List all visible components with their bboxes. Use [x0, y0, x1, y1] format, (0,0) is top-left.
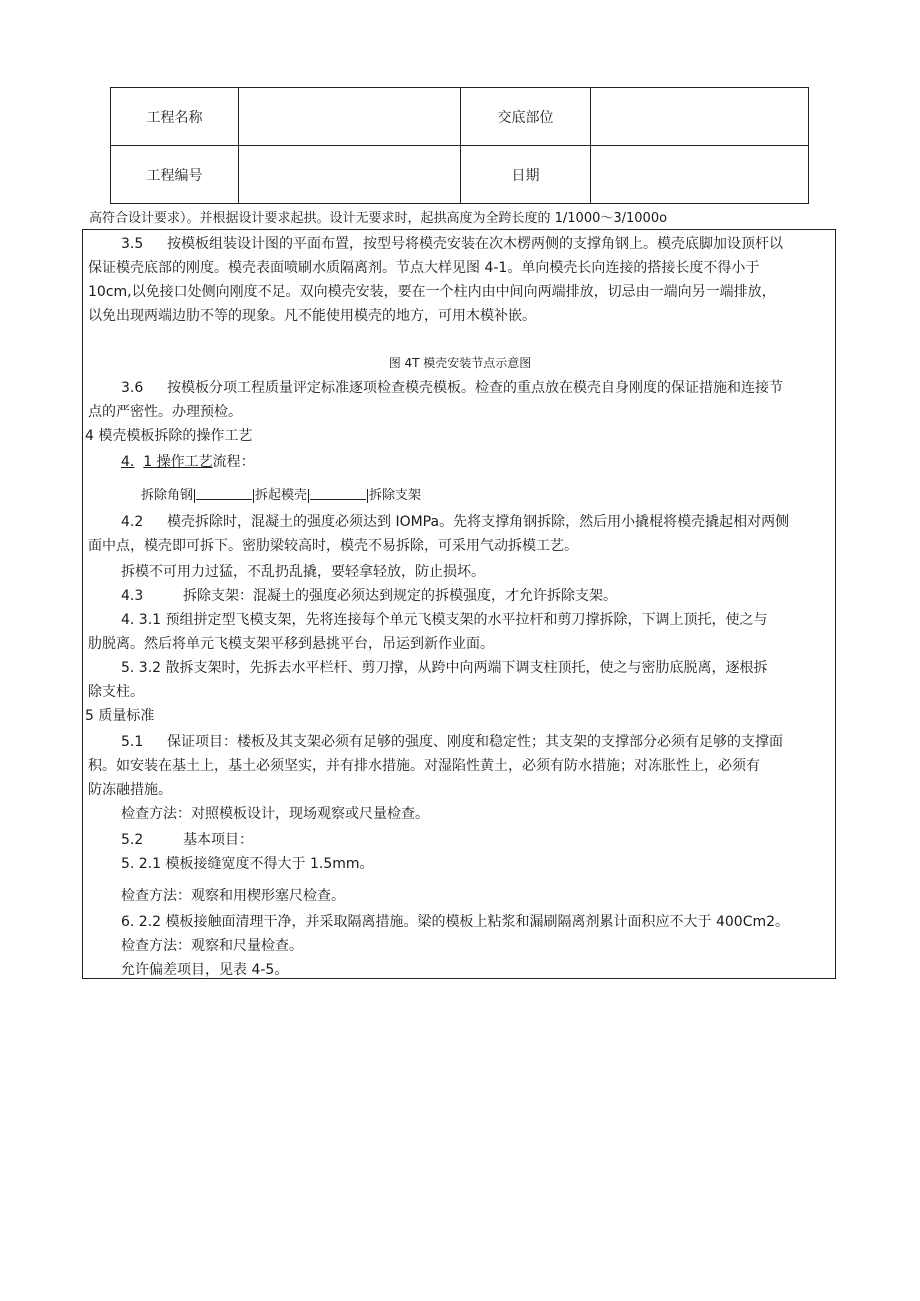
paragraph-5-1-line-2: 积。如安装在基土上，基土必须坚实，并有排水措施。对湿陷性黄土，必须有防水措施；对冻胀性上，必须有 — [88, 758, 760, 774]
project-name-value — [239, 88, 461, 146]
paragraph-4-2-line-1 — [121, 512, 789, 532]
paragraph-3-6-text: 按模板分项工程质量评定标准逐项检查模壳模板。检查的重点放在模壳自身刚度的保证措施和连接节 — [167, 380, 783, 396]
project-number-label: 工程编号 — [111, 146, 239, 204]
paragraph-4-1-text: 1 操作工艺 — [143, 454, 213, 470]
flow-divider — [194, 489, 195, 503]
paragraph-4-3-2-line-1: 5. 3.2 散拆支架时，先拆去水平栏杆、剪刀撑，从跨中向两端下调支柱顶托，使之与密肋底脱离，逐根拆 — [121, 660, 768, 676]
flow-step-remove-support: 拆除支架 — [369, 488, 422, 503]
paragraph-3-5-number: 3.5 — [121, 236, 144, 252]
paragraph-4-2-number: 4.2 — [121, 514, 144, 530]
paragraph-3-5-line-4: 以免出现两端边肋不等的现象。凡不能使用模壳的地方，可用木模补嵌。 — [88, 308, 536, 324]
paragraph-5-2-text: 基本项目： — [183, 832, 253, 848]
flow-divider — [253, 489, 254, 503]
project-number-value — [239, 146, 461, 204]
paragraph-3-5-text: 按模板组装设计图的平面布置，按型号将模壳安装在次木楞两侧的支撑角钢上。模壳底脚加设顶杆以 — [167, 236, 783, 252]
location-label: 交底部位 — [461, 88, 591, 146]
paragraph-5-2-1: 5. 2.1 模板接缝宽度不得大于 1.5mm。 — [121, 856, 374, 872]
figure-caption: 图 4T 模壳安装节点示意图 — [388, 356, 532, 370]
paragraph-3-5-line-2: 保证模壳底部的刚度。模壳表面喷刷水质隔离剂。节点大样见图 4-1。单向模壳长向连接的搭接长度不得小于 — [88, 260, 760, 276]
content-box — [82, 229, 836, 979]
paragraph-5-1-line-1 — [121, 732, 783, 752]
header-row-2 — [111, 146, 809, 204]
paragraph-5-2-number: 5.2 — [121, 832, 144, 848]
paragraph-5-1-line-3: 防冻融措施。 — [88, 782, 172, 798]
section-5-heading: 5 质量标准 — [85, 708, 155, 724]
carry-over-text: 高符合设计要求）。并根据设计要求起拱。设计无要求时，起拱高度为全跨长度的 1/1000～3/1000o — [89, 211, 668, 226]
flow-step-remove-angle-steel: 拆除角钢 — [141, 488, 194, 503]
paragraph-4-3-1-line-1: 4. 3.1 预组拼定型飞模支架，先将连接每个单元飞模支架的水平拉杆和剪刀撑拆除，下调上顶托，使之与 — [121, 612, 768, 628]
paragraph-4-3 — [121, 586, 617, 606]
flow-divider — [367, 489, 368, 503]
paragraph-3-5-line-3: 10cm,以免接口处侧向刚度不足。双向模壳安装，要在一个柱内由中间向两端排放，切忌由一端向另一端排放， — [88, 284, 776, 300]
flow-step-pry-shell: 拆起模壳 — [255, 488, 308, 503]
paragraph-3-5-line-1 — [121, 234, 783, 254]
project-name-label: 工程名称 — [111, 88, 239, 146]
paragraph-5-1-number: 5.1 — [121, 734, 144, 750]
caution-text: 拆模不可用力过猛，不乱扔乱撬，要轻拿轻放，防止损坏。 — [121, 564, 485, 580]
paragraph-5-2 — [121, 830, 253, 850]
check-method-1: 检查方法：对照模板设计，现场观察或尺量检查。 — [121, 806, 429, 822]
paragraph-4-1 — [121, 452, 255, 472]
paragraph-5-1-text: 保证项目：楼板及其支架必须有足够的强度、刚度和稳定性；其支架的支撑部分必须有足够的支撑面 — [167, 734, 783, 750]
paragraph-4-1-tail: 流程： — [212, 454, 255, 470]
date-label: 日期 — [461, 146, 591, 204]
header-row-1 — [111, 88, 809, 146]
process-flow — [141, 487, 421, 505]
date-value — [591, 146, 809, 204]
check-method-3: 检查方法：观察和尺量检查。 — [121, 938, 303, 954]
section-4-heading: 4 模壳模板拆除的操作工艺 — [85, 428, 253, 444]
flow-connector — [196, 487, 252, 500]
paragraph-4-2-text: 模壳拆除时，混凝土的强度必须达到 IOMPa。先将支撑角钢拆除，然后用小撬棍将模壳撬起相对两侧 — [167, 514, 790, 530]
paragraph-4-3-number: 4.3 — [121, 588, 144, 604]
paragraph-3-6-line-1 — [121, 378, 783, 398]
paragraph-4-3-1-line-2: 肋脱离。然后将单元飞模支架平移到悬挑平台，吊运到新作业面。 — [88, 636, 494, 652]
paragraph-4-3-text: 拆除支架：混凝土的强度必须达到规定的拆模强度，才允许拆除支架。 — [183, 588, 617, 604]
paragraph-4-3-2-line-2: 除支柱。 — [88, 684, 144, 700]
paragraph-4-2-line-2: 面中点，模壳即可拆下。密肋梁较高时，模壳不易拆除，可采用气动拆模工艺。 — [88, 538, 578, 554]
allowable-deviation-text: 允许偏差项目，见表 4-5。 — [121, 962, 289, 978]
location-value — [591, 88, 809, 146]
paragraph-5-2-2: 6. 2.2 模板接触面清理干净，并采取隔离措施。梁的模板上粘浆和漏刷隔离剂累计面积应不大于 400Cm2。 — [121, 914, 790, 930]
flow-divider — [308, 489, 309, 503]
paragraph-4-1-number: 4. — [121, 454, 135, 470]
paragraph-3-6-number: 3.6 — [121, 380, 144, 396]
paragraph-3-6-line-2: 点的严密性。办理预检。 — [88, 404, 242, 420]
check-method-2: 检查方法：观察和用楔形塞尺检查。 — [121, 888, 345, 904]
header-table — [110, 87, 809, 204]
flow-connector — [310, 487, 366, 500]
